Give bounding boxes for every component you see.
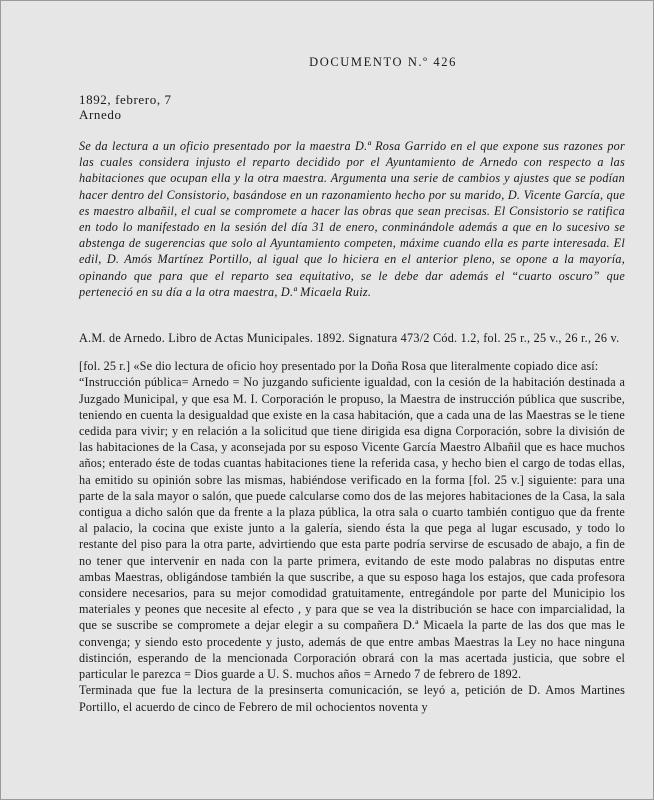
document-place: Arnedo: [79, 107, 122, 122]
document-date: 1892, febrero, 7: [79, 92, 172, 107]
transcription: [79, 358, 625, 714]
document-summary: Se da lectura a un oficio presentado por la maestra D.ª Rosa Garrido en el que expone sus razones por las cuales considera injusto el reparto decidido por el Ayuntamiento de Arnedo con respecto a las habitaciones que ocupan ella y la otra maestra. Argumenta una serie de cambios y ajustes que se podían hacer dentro del Consistorio, basándose en un razonamiento hecho por su marido, D. Vicente García, que es maestro albañil, el cual se compromete a hacer las obras que sean precisas. El Consistorio se ratifica en todo lo manifestado en la sesión del día 31 de enero, conminándole además a que en lo sucesivo se abstenga de sugerencias que solo al Ayuntamiento competen, máxime cuando ella es parte interesada. El edil, D. Amós Martínez Portillo, al igual que lo hiciera en el anterior pleno, se opone a la mayoría, opinando que para que el reparto sea equitativo, se le debe dar además el “cuarto oscuro” que perteneció en su día a la otra maestra, D.ª Micaela Ruiz.: [79, 139, 625, 299]
document-title: DOCUMENTO N.º 426: [309, 55, 457, 69]
transcription-paragraph: “Instrucción pública= Arnedo = No juzgando suficiente igualdad, con la cesión de la habitación destinada a Juzgado Municipal, y que esa M. I. Corporación le propuso, la Maestra de instrucción pública que suscribe, teniendo en cuenta la desigualdad que existe en la casa habitación, que a cada una de las Maestras se le tiene cedida para vivir; y en relación a la solicitud que tiene dirigida esa digna Corporación, sobre la división de las habitaciones de la Casa, y aconsejada por su esposo Vicente García Maestro Albañil que es hace muchos años; enterado éste de todas cuantas habitaciones tiene la referida casa, y hecho bien el cargo de todas ellas, ha emitido su opinión sobre las mismas, habiéndose verificado en la forma [fol. 25 v.] siguiente: para una parte de la sala mayor o salón, que puede calcularse como dos de las mejores habitaciones de la Casa, la sala contigua a dicho salón que da frente a la plaza pública, la otra sala o cuarto también contiguo que da frente al palacio, la cocina que existe junto a la galería, siendo ésta la que pega al lugar escusado, y todo lo restante del piso para la otra parte, advirtiendo que esta parte podría servirse de escusado de abajo, a fin de no tener que intervenir en nada con la parte primera, evitando de este modo palabras no disputas entre ambas Maestras, obligándose también la que suscribe, a que su esposo haga los estajos, que cada profesora considere necesarios, para su mejor comodidad gratuitamente, entregándole por parte del Municipio los materiales y peones que necesite al efecto , y para que se vea la distribución se hace con imparcialidad, la que se suscribe se compromete a dejar elegir a su compañera D.ª Micaela la parte de las dos que mas le convenga; y siendo esto procedente y justo, además de que entre ambas Maestras la Ley no hace ninguna distinción, esperando de la mencionada Corporación obrará con la mas acertada justicia, que sobre el particular le parezca = Dios guarde a U. S. muchos años = Arnedo 7 de febrero de 1892.: [79, 375, 625, 682]
transcription-paragraph: Terminada que fue la lectura de la presinserta comunicación, se leyó a, petición de D. Amos Martines Portillo, el acuerdo de cinco de Febrero de mil ochocientos noventa y: [79, 683, 625, 714]
archival-source: A.M. de Arnedo. Libro de Actas Municipales. 1892. Signatura 473/2 Cód. 1.2, fol. 25 r., 25 v., 26 r., 26 v.: [79, 331, 620, 346]
transcription-paragraph: [fol. 25 r.] «Se dio lectura de oficio hoy presentado por la Doña Rosa que literalmente copiado dice así:: [79, 359, 599, 374]
